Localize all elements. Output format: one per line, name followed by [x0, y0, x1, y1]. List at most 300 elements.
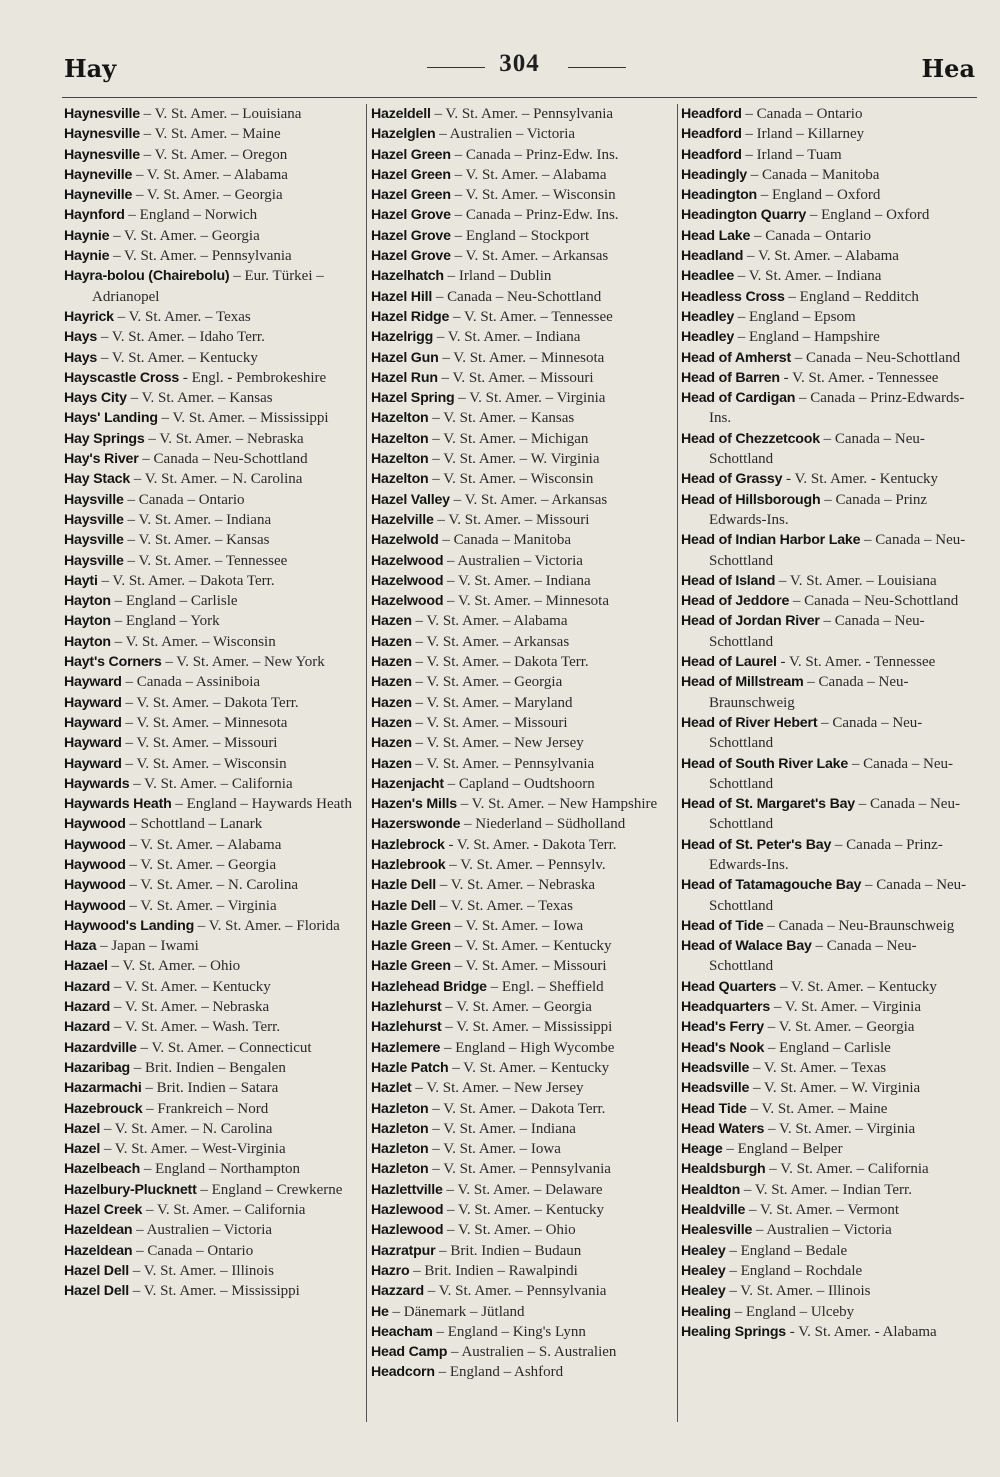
gazetteer-entry — [64, 368, 362, 388]
place-location: – V. St. Amer. – N. Carolina — [100, 1120, 273, 1137]
place-name: Hazle Patch — [371, 1059, 449, 1076]
place-location: – Engl. – Sheffield — [486, 978, 604, 995]
place-location: – V. St. Amer. – Tennessee — [449, 308, 613, 325]
place-name: Hazelville — [371, 511, 434, 528]
gazetteer-entry — [371, 469, 669, 489]
place-name: Haysville — [64, 532, 124, 549]
place-location: – V. St. Amer. – Florida — [194, 917, 340, 934]
place-name: Headford — [681, 126, 742, 143]
place-location: – V. St. Amer. – Virginia — [770, 999, 922, 1016]
place-name: Hazeldean — [64, 1222, 133, 1239]
place-name: Head of Laurel — [681, 654, 777, 671]
gazetteer-entry — [64, 896, 362, 916]
gazetteer-entry — [371, 896, 669, 916]
place-location: – V. St. Amer. – Iowa — [428, 1141, 561, 1158]
gazetteer-entry — [681, 936, 979, 977]
place-location: – Brit. Indien – Satara — [141, 1080, 279, 1097]
place-location: – V. St. Amer. – Georgia — [441, 999, 592, 1016]
place-name: Hazlewood — [371, 1222, 444, 1239]
place-location: – Brit. Indien – Bengalen — [130, 1059, 286, 1076]
place-name: Healdville — [681, 1202, 746, 1219]
place-name: Hazlebrock — [371, 836, 445, 853]
gazetteer-entry — [371, 1017, 669, 1037]
place-name: Hazlewood — [371, 1202, 444, 1219]
place-name: Hazard — [64, 999, 111, 1016]
place-name: Hazleton — [371, 1120, 429, 1137]
gazetteer-entry — [681, 1220, 979, 1240]
place-location: – Canada – Ontario — [123, 491, 245, 508]
place-location: – V. St. Amer. – Dakota Terr. — [428, 1100, 606, 1117]
place-location: – Capland – Oudtshoorn — [443, 775, 595, 792]
place-location: – V. St. Amer. – Kentucky — [448, 1059, 610, 1076]
place-location: – Australien – Victoria — [435, 126, 576, 143]
place-name: Hazleton — [371, 1100, 429, 1117]
place-name: Hayscastle Cross — [64, 369, 180, 386]
place-location: - V. St. Amer. - Kentucky — [782, 471, 938, 488]
gazetteer-entry — [371, 875, 669, 895]
gazetteer-entry — [64, 1241, 362, 1261]
place-location: – England – Northampton — [140, 1161, 301, 1178]
place-name: Haywood's Landing — [64, 917, 195, 934]
header-dash-right — [568, 67, 626, 68]
place-name: Hazen — [371, 694, 412, 711]
gazetteer-entry — [371, 632, 669, 652]
gazetteer-entry — [681, 490, 979, 531]
gazetteer-entry — [371, 977, 669, 997]
place-name: Head of Tatamagouche Bay — [681, 877, 862, 894]
place-location: – Canada – Neu-Schottland — [709, 938, 917, 975]
place-name: Hazaribag — [64, 1059, 131, 1076]
place-location: – V. St. Amer. – West-Virginia — [100, 1141, 286, 1158]
place-name: Head of Walace Bay — [681, 938, 812, 955]
place-location: – Canada – Neu-Schottland — [709, 613, 925, 650]
place-name: Hayneville — [64, 166, 133, 183]
place-location: – V. St. Amer. – Kansas — [126, 390, 273, 407]
place-name: Hazel Dell — [64, 1262, 130, 1279]
place-name: Hazelwold — [371, 532, 439, 549]
place-name: Hayneville — [64, 187, 133, 204]
place-name: Head of River Hebert — [681, 714, 818, 731]
place-location: – V. St. Amer. – N. Carolina — [125, 877, 299, 894]
place-location: – V. St. Amer. – Louisiana — [775, 572, 937, 589]
place-name: Haynie — [64, 227, 110, 244]
place-location: – England – Norwich — [124, 207, 258, 224]
place-name: Hayt's Corners — [64, 654, 162, 671]
header-rule — [62, 97, 977, 98]
gazetteer-entry — [681, 1038, 979, 1058]
place-location: – V. St. Amer. – Indian Terr. — [740, 1181, 912, 1198]
place-name: Hazlehurst — [371, 999, 442, 1016]
gazetteer-entry — [371, 1159, 669, 1179]
place-name: Headsville — [681, 1080, 750, 1097]
place-location: – Frankreich – Nord — [142, 1100, 269, 1117]
place-location: – Irland – Dublin — [443, 268, 552, 285]
place-location: – V. St. Amer. – Alabama — [450, 166, 607, 183]
place-name: Haywood — [64, 816, 126, 833]
gazetteer-entry — [371, 916, 669, 936]
place-name: Haynie — [64, 248, 110, 265]
place-name: Hayrick — [64, 308, 114, 325]
place-location: – V. St. Amer. – Kentucky — [110, 978, 271, 995]
place-location: – Canada – Manitoba — [747, 166, 880, 183]
gazetteer-entry — [371, 814, 669, 834]
place-name: Healdton — [681, 1181, 741, 1198]
gazetteer-entry — [64, 672, 362, 692]
place-location: – Japan – Iwami — [96, 938, 199, 955]
place-name: Hazle Green — [371, 917, 451, 934]
place-name: Hazel Green — [371, 166, 451, 183]
place-name: Hazlet — [371, 1080, 412, 1097]
place-name: Headley — [681, 329, 735, 346]
gazetteer-entry — [681, 307, 979, 327]
place-name: Head of Tide — [681, 917, 764, 934]
place-name: Hazebrouck — [64, 1100, 143, 1117]
gazetteer-entry — [371, 794, 669, 814]
place-location: – England – Carlisle — [110, 593, 238, 610]
place-location: – Canada – Neu-Schottland — [432, 288, 602, 305]
place-name: Haywards Heath — [64, 796, 172, 813]
place-location: – Canada – Neu-Schottland — [789, 593, 959, 610]
place-name: Head of Millstream — [681, 674, 804, 691]
place-name: Headington Quarry — [681, 207, 807, 224]
place-location: – Canada – Ontario — [741, 106, 863, 122]
place-location: – V. St. Amer. – New Jersey — [411, 1080, 584, 1097]
gazetteer-entry — [681, 1241, 979, 1261]
place-name: Headland — [681, 248, 744, 265]
place-location: – Canada – Assiniboia — [121, 674, 261, 691]
gazetteer-entry — [681, 1119, 979, 1139]
gazetteer-entry — [64, 571, 362, 591]
place-name: Head of Cardigan — [681, 390, 796, 407]
place-location: – V. St. Amer. – Kansas — [123, 532, 270, 549]
gazetteer-entry — [681, 388, 979, 429]
place-location: – V. St. Amer. – Virginia — [454, 390, 606, 407]
place-name: Hazelwood — [371, 593, 444, 610]
place-location: – V. St. Amer. – Louisiana — [139, 106, 302, 122]
gazetteer-entry — [681, 145, 979, 165]
gazetteer-entry — [64, 794, 362, 814]
place-location: – V. St. Amer. – Indiana — [123, 511, 272, 528]
gazetteer-entry — [64, 1220, 362, 1240]
gazetteer-entry — [371, 1038, 669, 1058]
place-name: Head of Jordan River — [681, 613, 820, 630]
place-name: Hazle Dell — [371, 877, 437, 894]
gazetteer-entry — [681, 327, 979, 347]
gazetteer-entry — [64, 510, 362, 530]
place-name: Headford — [681, 106, 742, 122]
place-name: Head of Amherst — [681, 349, 791, 366]
place-location: – V. St. Amer. – Indiana — [734, 268, 882, 285]
place-location: – V. St. Amer. – Georgia — [109, 227, 260, 244]
place-name: Hayton — [64, 613, 111, 630]
gazetteer-entry — [64, 774, 362, 794]
place-name: Head Lake — [681, 227, 751, 244]
place-name: Head of Hillsborough — [681, 491, 821, 508]
gazetteer-entry — [371, 1261, 669, 1281]
place-location: – V. St. Amer. – Wisconsin — [428, 471, 594, 488]
gazetteer-entry — [64, 1078, 362, 1098]
gazetteer-entry — [681, 1099, 979, 1119]
gazetteer-entry — [681, 287, 979, 307]
place-location: – V. St. Amer. – Alabama — [743, 248, 899, 265]
gazetteer-entry — [681, 652, 979, 672]
gazetteer-entry — [681, 794, 979, 835]
place-location: - V. St. Amer. - Dakota Terr. — [444, 836, 617, 853]
gazetteer-entry — [64, 1139, 362, 1159]
place-name: Hazro — [371, 1262, 410, 1279]
place-location: – V. St. Amer. – Missouri — [437, 369, 594, 386]
place-location: – V. St. Amer. – Pennsylvania — [430, 106, 614, 122]
gazetteer-entry — [371, 1220, 669, 1240]
gazetteer-entry — [371, 266, 669, 286]
gazetteer-entry — [64, 956, 362, 976]
place-name: Hazel — [64, 1141, 101, 1158]
place-location: – England – Epsom — [734, 308, 856, 325]
place-location: – Canada – Neu-Schottland — [709, 877, 967, 914]
gazetteer-entry — [371, 510, 669, 530]
place-location: – V. St. Amer. – Kentucky — [776, 978, 937, 995]
gazetteer-entry — [681, 348, 979, 368]
place-location: – England – Carlisle — [764, 1039, 891, 1056]
place-name: Headford — [681, 146, 742, 163]
place-location: – V. St. Amer. – Mississippi — [129, 1283, 300, 1300]
place-name: Head Camp — [371, 1344, 448, 1361]
place-name: Hazelton — [371, 410, 429, 427]
place-location: – V. St. Amer. – Illinois — [725, 1283, 871, 1300]
place-location: – V. St. Amer. – Maryland — [411, 694, 573, 711]
gazetteer-entry — [371, 1180, 669, 1200]
gazetteer-entry — [371, 449, 669, 469]
gazetteer-entry — [371, 652, 669, 672]
gazetteer-entry — [371, 997, 669, 1017]
place-location: – Australien – Victoria — [752, 1222, 892, 1239]
place-location: – England – Rochdale — [725, 1262, 863, 1279]
gazetteer-entry — [681, 591, 979, 611]
place-location: – V. St. Amer. – California — [142, 1202, 306, 1219]
place-name: Healey — [681, 1242, 726, 1259]
gazetteer-entry — [64, 266, 362, 307]
place-location: – England – High Wycombe — [440, 1039, 615, 1056]
page-number: 304 — [499, 50, 540, 77]
gazetteer-entry — [371, 835, 669, 855]
place-name: Hazen — [371, 755, 412, 772]
place-name: Hazel Valley — [371, 491, 450, 508]
gazetteer-entry — [681, 1261, 979, 1281]
place-location: – V. St. Amer. – Michigan — [428, 430, 589, 447]
gazetteer-entry — [64, 977, 362, 997]
gazetteer-entry — [371, 1139, 669, 1159]
gazetteer-entry — [64, 449, 362, 469]
place-name: He — [371, 1303, 389, 1320]
gazetteer-entry — [64, 1261, 362, 1281]
gazetteer-entry — [681, 835, 979, 876]
place-location: – Canada – Manitoba — [438, 532, 572, 549]
gazetteer-entry — [681, 713, 979, 754]
place-location: – V. St. Amer. – Georgia — [125, 856, 277, 873]
place-name: Head Quarters — [681, 978, 777, 995]
place-location: – V. St. Amer. – Iowa — [450, 917, 584, 934]
gazetteer-entry — [681, 977, 979, 997]
place-location: – V. St. Amer. – Dakota Terr. — [97, 572, 275, 589]
gazetteer-entry — [681, 571, 979, 591]
gazetteer-columns — [64, 104, 979, 1424]
gazetteer-entry — [681, 875, 979, 916]
gazetteer-entry — [64, 307, 362, 327]
place-location: - Engl. - Pembrokeshire — [179, 369, 327, 386]
place-location: – England – Stockport — [450, 227, 590, 244]
gazetteer-entry — [64, 1058, 362, 1078]
place-name: Hays' Landing — [64, 410, 158, 427]
place-name: Head of St. Peter's Bay — [681, 836, 832, 853]
gazetteer-entry — [371, 246, 669, 266]
gazetteer-entry — [371, 1058, 669, 1078]
gazetteer-entry — [64, 1099, 362, 1119]
place-location: – England – Ashford — [434, 1364, 564, 1381]
place-name: Hazlemere — [371, 1039, 441, 1056]
place-location: – Australien – Victoria — [443, 552, 583, 569]
gazetteer-entry — [64, 733, 362, 753]
place-location: – Canada – Ontario — [132, 1242, 254, 1259]
place-name: Hazelbury-Plucknett — [64, 1181, 197, 1198]
gazetteer-entry — [64, 408, 362, 428]
place-location: – V. St. Amer. – California — [765, 1161, 929, 1178]
place-name: Hazardville — [64, 1039, 137, 1056]
gazetteer-entry — [681, 1078, 979, 1098]
place-name: Hazlettville — [371, 1181, 443, 1198]
place-name: Hayti — [64, 572, 98, 589]
place-name: Hazel Grove — [371, 207, 451, 224]
place-name: Hazle Dell — [371, 897, 437, 914]
place-location: – Canada – Prinz-Edwards-Ins. — [709, 390, 965, 427]
place-name: Hay's River — [64, 451, 139, 468]
place-name: Hazel Run — [371, 369, 438, 386]
gazetteer-entry — [371, 490, 669, 510]
place-name: Hayra-bolou (Chairebolu) — [64, 268, 230, 285]
place-name: Head of Barren — [681, 369, 780, 386]
place-location: – England – Bedale — [725, 1242, 848, 1259]
place-name: Haywood — [64, 877, 126, 894]
gazetteer-entry — [681, 1322, 979, 1342]
place-location: – V. St. Amer. – Pennsylvania — [411, 755, 595, 772]
place-location: – V. St. Amer. – Georgia — [411, 674, 563, 691]
place-name: Hazelhatch — [371, 268, 444, 285]
gazetteer-entry — [64, 611, 362, 631]
place-location: – V. St. Amer. – Missouri — [433, 511, 590, 528]
place-name: Hazen — [371, 633, 412, 650]
place-name: Hazen — [371, 674, 412, 691]
gazetteer-entry — [371, 956, 669, 976]
place-name: Hazleton — [371, 1141, 429, 1158]
place-name: Headley — [681, 308, 735, 325]
gazetteer-entry — [64, 855, 362, 875]
place-location: – England – King's Lynn — [432, 1323, 586, 1340]
place-name: Hazle Green — [371, 958, 451, 975]
place-name: Healesville — [681, 1222, 753, 1239]
gazetteer-entry — [64, 530, 362, 550]
place-name: Hazel Dell — [64, 1283, 130, 1300]
place-location: – V. St. Amer. – Minnesota — [438, 349, 605, 366]
gazetteer-entry — [64, 1038, 362, 1058]
gazetteer-entry — [64, 185, 362, 205]
gazetteer-entry — [64, 814, 362, 834]
gazetteer-entry — [681, 754, 979, 795]
place-name: Headquarters — [681, 999, 771, 1016]
gazetteer-entry — [64, 1180, 362, 1200]
place-location: – England – York — [110, 613, 220, 630]
place-name: Hazleton — [371, 1161, 429, 1178]
gazetteer-entry — [681, 104, 979, 124]
gazetteer-entry — [371, 571, 669, 591]
place-name: Hazelwood — [371, 572, 444, 589]
place-location: – V. St. Amer. – Wisconsin — [450, 187, 616, 204]
place-location: - V. St. Amer. - Tennessee — [776, 654, 936, 671]
place-location: – Canada – Prinz-Edw. Ins. — [450, 207, 619, 224]
place-name: Heage — [681, 1141, 723, 1158]
gazetteer-entry — [681, 185, 979, 205]
place-location: – V. St. Amer. – Alabama — [132, 166, 288, 183]
place-location: – Canada – Neu-Schottland — [791, 349, 961, 366]
place-location: – V. St. Amer. – Dakota Terr. — [121, 694, 299, 711]
place-name: Hazel Hill — [371, 288, 433, 305]
place-name: Headlee — [681, 268, 735, 285]
gazetteer-entry — [681, 429, 979, 470]
column-1 — [64, 104, 362, 1302]
place-location: – Eur. Türkei – Adrianopel — [92, 268, 324, 305]
place-name: Hazelwood — [371, 552, 444, 569]
place-name: Hazel — [64, 1120, 101, 1137]
column-2 — [371, 104, 669, 1383]
gazetteer-entry — [64, 246, 362, 266]
gazetteer-entry — [681, 1180, 979, 1200]
gazetteer-entry — [64, 835, 362, 855]
gazetteer-entry — [371, 551, 669, 571]
place-location: – V. St. Amer. – Dakota Terr. — [411, 654, 589, 671]
place-name: Hayward — [64, 755, 122, 772]
gazetteer-entry — [64, 632, 362, 652]
place-name: Haywards — [64, 775, 130, 792]
place-name: Hazlehurst — [371, 1019, 442, 1036]
place-location: – V. St. Amer. – Nebraska — [144, 430, 304, 447]
gazetteer-entry — [371, 1078, 669, 1098]
gazetteer-entry — [681, 611, 979, 652]
gazetteer-entry — [371, 1281, 669, 1301]
place-location: – V. St. Amer. – Mississippi — [441, 1019, 613, 1036]
place-name: Hazen — [371, 714, 412, 731]
place-name: Head of Chezzetcook — [681, 430, 820, 447]
place-name: Hayward — [64, 714, 122, 731]
place-name: Haynesville — [64, 146, 140, 163]
place-name: Hazard — [64, 1019, 111, 1036]
gazetteer-entry — [681, 469, 979, 489]
gazetteer-entry — [64, 551, 362, 571]
place-location: – V. St. Amer. – Minnesota — [443, 593, 610, 610]
place-name: Hazen's Mills — [371, 796, 457, 813]
place-name: Hazelrigg — [371, 329, 434, 346]
gazetteer-entry — [371, 1342, 669, 1362]
gazetteer-entry — [64, 205, 362, 225]
place-name: Hazen — [371, 654, 412, 671]
place-name: Hazel Grove — [371, 227, 451, 244]
place-name: Hazelton — [371, 471, 429, 488]
gazetteer-entry — [371, 368, 669, 388]
gazetteer-entry — [371, 754, 669, 774]
place-location: – V. St. Amer. – Kentucky — [450, 938, 612, 955]
place-location: – V. St. Amer. – Arkansas — [411, 633, 570, 650]
place-location: – V. St. Amer. – Alabama — [411, 613, 568, 630]
place-location: – Canada – Neu-Braunschweig — [763, 917, 955, 934]
gazetteer-entry — [371, 1119, 669, 1139]
place-name: Hazarmachi — [64, 1080, 142, 1097]
